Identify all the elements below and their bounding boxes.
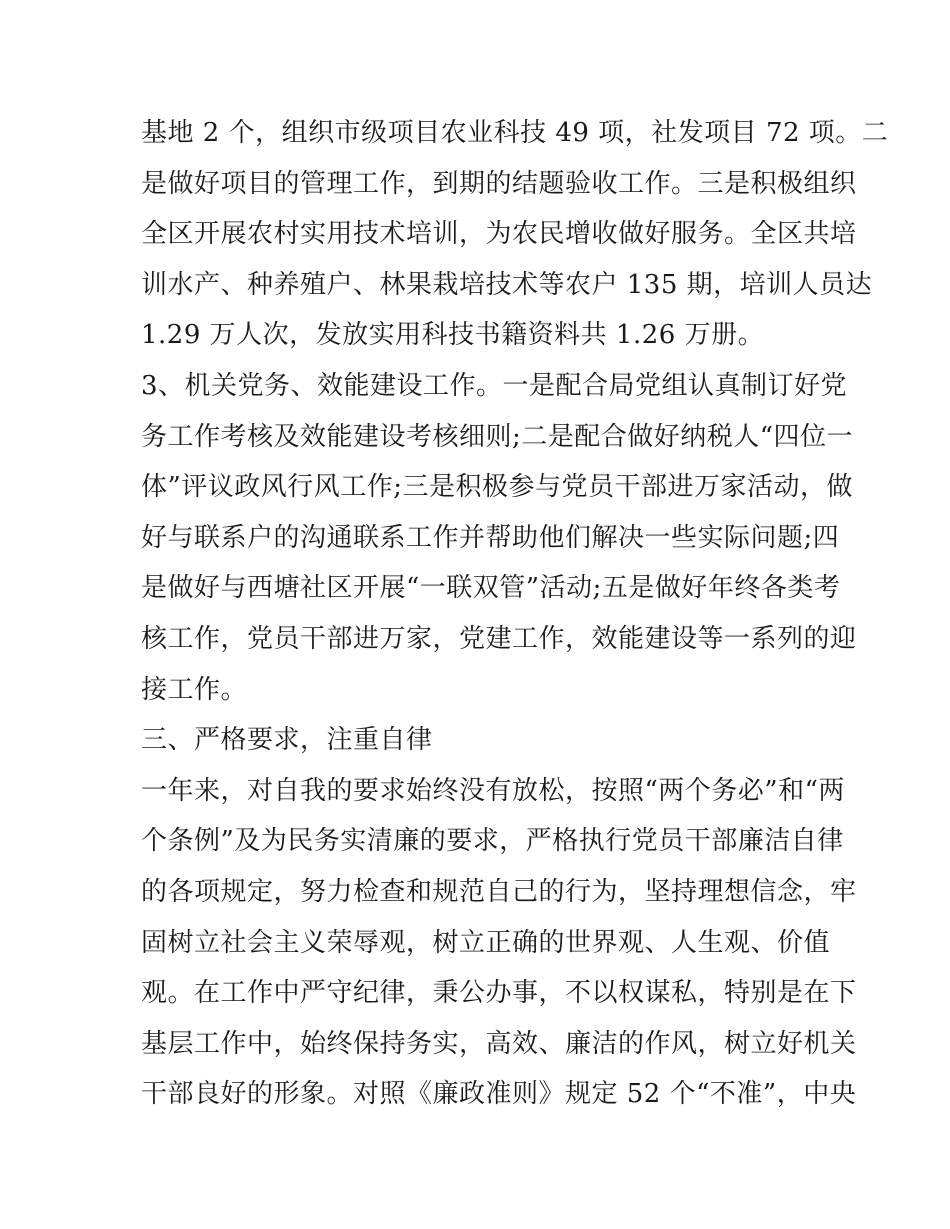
text-line: 3、机关党务、效能建设工作。一是配合局党组认真制订好党 [141, 370, 848, 401]
text-line: 观。在工作中严守纪律，秉公办事，不以权谋私，特别是在下 [141, 978, 857, 1009]
text-line: 训水产、种养殖户、林果栽培技术等农户 135 期，培训人员达 [141, 269, 873, 300]
text-line: 是做好与西塘社区开展“一联双管”活动;五是做好年终各类考 [141, 573, 841, 604]
document-body [141, 108, 889, 1120]
text-line: 1.29 万人次，发放实用科技书籍资料共 1.26 万册。 [141, 320, 765, 351]
text-line: 个条例”及为民务实清廉的要求，严格执行党员干部廉洁自律 [141, 826, 844, 857]
text-line: 固树立社会主义荣辱观，树立正确的世界观、人生观、价值 [141, 927, 831, 958]
text-line: 好与联系户的沟通联系工作并帮助他们解决一些实际问题;四 [141, 522, 840, 553]
text-line: 全区开展农村实用技术培训，为农民增收做好服务。全区共培 [141, 219, 857, 250]
text-line: 务工作考核及效能建设考核细则;二是配合做好纳税人“四位一 [141, 421, 854, 452]
text-line: 接工作。 [141, 674, 248, 705]
text-line: 一年来，对自我的要求始终没有放松，按照“两个务必”和“两 [141, 775, 845, 806]
text-line: 是做好项目的管理工作，到期的结题验收工作。三是积极组织 [141, 168, 857, 199]
text-line: 基层工作中，始终保持务实，高效、廉洁的作风，树立好机关 [141, 1028, 857, 1059]
text-line: 核工作，党员干部进万家，党建工作，效能建设等一系列的迎 [141, 623, 857, 654]
text-line: 的各项规定，努力检查和规范自己的行为，坚持理想信念，牢 [141, 876, 857, 907]
text-line: 干部良好的形象。对照《廉政准则》规定 52 个“不准”，中央 [141, 1079, 857, 1110]
text-line: 基地 2 个，组织市级项目农业科技 49 项，社发项目 72 项。二 [141, 118, 889, 148]
text-line: 体”评议政风行风工作;三是积极参与党员干部进万家活动，做 [141, 472, 854, 503]
section-heading: 三、严格要求，注重自律 [141, 725, 433, 756]
